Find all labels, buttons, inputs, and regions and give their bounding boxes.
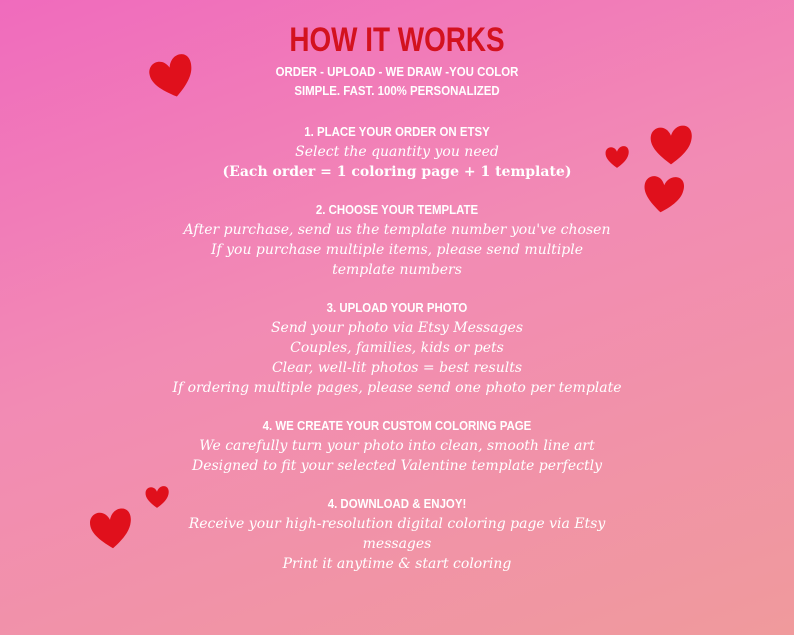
- step-line: If you purchase multiple items, please send multiple: [210, 242, 584, 258]
- step-download: [0, 494, 794, 574]
- step-line: (Each order = 1 coloring page + 1 template): [222, 164, 572, 180]
- step-heading: 2. CHOOSE YOUR TEMPLATE: [315, 202, 479, 217]
- step-place-order: [0, 122, 794, 182]
- page-title: HOW IT WORKS: [289, 21, 505, 59]
- step-line: Select the quantity you need: [295, 144, 499, 160]
- tagline-promise: SIMPLE. FAST. 100% PERSONALIZED: [294, 83, 500, 98]
- step-heading: 3. UPLOAD YOUR PHOTO: [326, 300, 468, 315]
- step-choose-template: [0, 200, 794, 280]
- step-line: Receive your high-resolution digital coloring page via Etsy: [188, 516, 606, 532]
- tagline-steps: ORDER - UPLOAD - WE DRAW -YOU COLOR: [275, 64, 519, 79]
- step-line: If ordering multiple pages, please send one photo per template: [172, 380, 622, 396]
- step-line: Designed to fit your selected Valentine template perfectly: [191, 458, 603, 474]
- steps-list: [0, 122, 794, 574]
- step-upload-photo: [0, 298, 794, 398]
- how-it-works-panel: [0, 18, 794, 574]
- step-line: Clear, well-lit photos = best results: [271, 360, 523, 376]
- step-line: Print it anytime & start coloring: [282, 556, 512, 572]
- step-line: messages: [362, 536, 432, 552]
- step-heading: 1. PLACE YOUR ORDER ON ETSY: [304, 124, 490, 139]
- step-create-page: [0, 416, 794, 476]
- step-line: We carefully turn your photo into clean, smooth line art: [199, 438, 595, 454]
- step-line: Send your photo via Etsy Messages: [270, 320, 524, 336]
- step-heading: 4. DOWNLOAD & ENJOY!: [327, 496, 467, 511]
- step-line: After purchase, send us the template number you've chosen: [183, 222, 611, 238]
- step-line: template numbers: [332, 262, 462, 278]
- step-line: Couples, families, kids or pets: [290, 340, 504, 356]
- step-heading: 4. WE CREATE YOUR CUSTOM COLORING PAGE: [262, 418, 532, 433]
